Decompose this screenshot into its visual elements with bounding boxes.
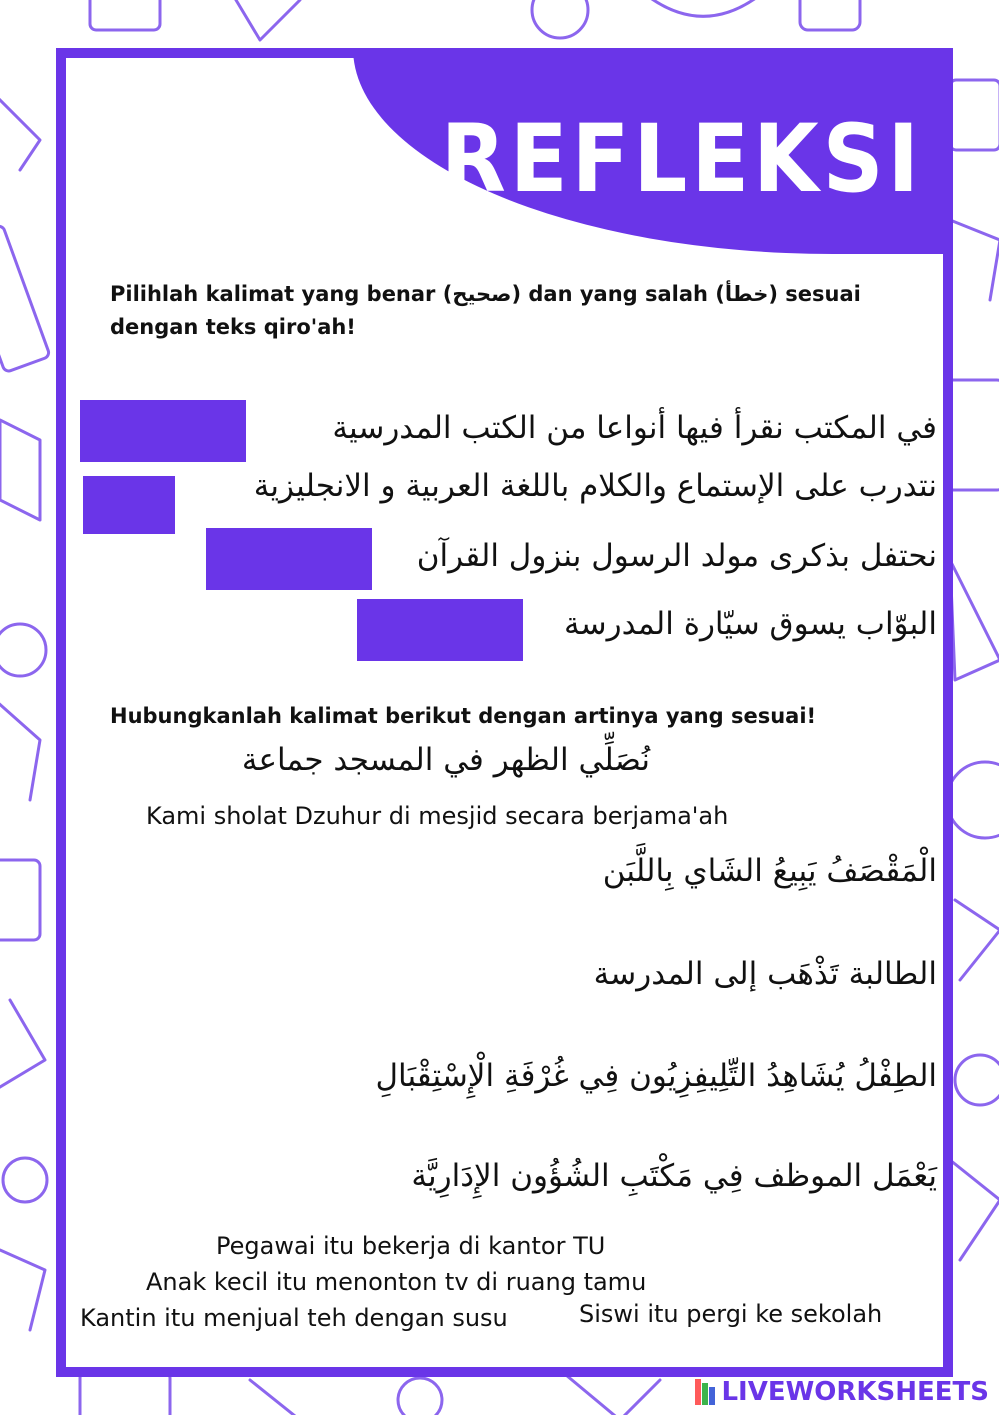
answer-box-1[interactable] [80, 400, 246, 462]
match-answer-4[interactable]: Siswi itu pergi ke sekolah [579, 1300, 883, 1328]
match-answer-1[interactable]: Pegawai itu bekerja di kantor TU [216, 1232, 606, 1260]
tf-sentence-3: نحتفل بذكرى مولد الرسول بنزول القرآن [416, 538, 937, 574]
match-sentence-4: يَعْمَل الموظف فِي مَكْتَبِ الشُؤُون الإِدَارِيَّة [411, 1158, 937, 1194]
answer-box-4[interactable] [357, 599, 523, 661]
footer-brand [695, 1377, 989, 1407]
answer-box-3[interactable] [206, 528, 372, 590]
match-answer-3[interactable]: Kantin itu menjual teh dengan susu [80, 1304, 508, 1332]
tf-sentence-4: البوّاب يسوق سيّارة المدرسة [564, 606, 937, 642]
match-answer-2[interactable]: Anak kecil itu menonton tv di ruang tamu [146, 1268, 647, 1296]
match-sentence-2: الطالبة تَذْهَب إلى المدرسة [593, 956, 937, 992]
footer-brand-text: LIVEWORKSHEETS [721, 1377, 989, 1407]
instruction-true-false: Pilihlah kalimat yang benar (صحيح) dan yang salah (خطأ) sesuai dengan teks qiro'ah! [110, 282, 861, 339]
page-title: REFLEKSI [440, 105, 923, 214]
tf-sentence-2: نتدرب على الإستماع والكلام باللغة العربية و الانجليزية [253, 468, 937, 504]
liveworksheets-logo-icon [695, 1379, 717, 1405]
example-translation: Kami sholat Dzuhur di mesjid secara berjama'ah [146, 802, 729, 830]
worksheet-frame [56, 48, 953, 1377]
tf-sentence-1: في المكتب نقرأ فيها أنواعا من الكتب المدرسية [332, 410, 937, 446]
instruction-matching: Hubungkanlah kalimat berikut dengan artinya yang sesuai! [110, 704, 817, 728]
answer-box-2[interactable] [83, 476, 175, 534]
match-sentence-1: الْمَقْصَفُ يَبِيعُ الشَاي بِاللَّبَن [602, 853, 937, 889]
match-sentence-3: الطِفْلُ يُشَاهِدُ التِّلِيفِزِيُون فِي غُرْفَةِ الْإِسْتِقْبَالِ [375, 1058, 937, 1094]
example-arabic-sentence: نُصَلِّي الظهر في المسجد جماعة [241, 742, 651, 778]
